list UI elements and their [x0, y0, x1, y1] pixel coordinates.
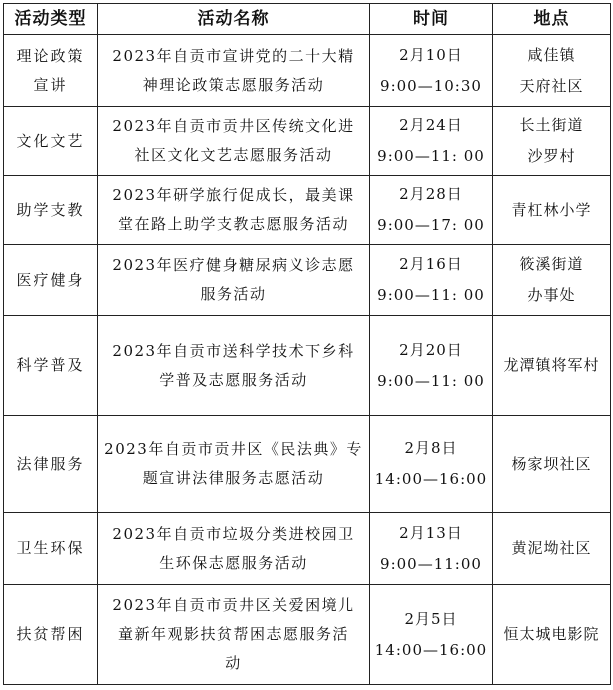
activity-type-text: 科学普及 — [16, 356, 85, 374]
activity-type-text: 医疗健身 — [16, 270, 85, 289]
activity-location — [493, 513, 611, 585]
activity-time — [370, 35, 493, 107]
activity-name — [98, 416, 370, 513]
activity-name — [98, 107, 370, 176]
activity-name-text: 2023年自贡市贡井区《民法典》专 题宣讲法律服务志愿活动 — [104, 440, 363, 487]
activity-hours: 9:00—11:00 — [380, 554, 482, 573]
activity-location-text: 杨家坝社区 — [511, 454, 592, 473]
activity-time — [370, 316, 493, 416]
activity-name — [98, 176, 370, 245]
activity-type — [4, 316, 98, 416]
activity-location — [493, 316, 611, 416]
activity-location-text: 咸佳镇 天府社区 — [519, 45, 584, 95]
activity-time — [370, 416, 493, 513]
activity-date: 2月24日 — [399, 116, 463, 134]
activity-location-text: 青杠林小学 — [511, 200, 592, 219]
table-row — [4, 316, 611, 416]
activity-type — [4, 416, 98, 513]
activity-type-text: 文化文艺 — [16, 131, 85, 150]
activity-location — [493, 107, 611, 176]
activity-date: 2月28日 — [399, 185, 463, 203]
activity-type-text: 法律服务 — [16, 454, 85, 473]
activity-name-text: 2023年自贡市贡井区关爱困境儿 童新年观影扶贫帮困志愿服务活 动 — [112, 596, 355, 672]
activity-type-text: 卫生环保 — [16, 539, 85, 557]
activity-name — [98, 513, 370, 585]
header-activity-name: 活动名称 — [98, 4, 370, 35]
table-row — [4, 35, 611, 107]
activity-time — [370, 513, 493, 585]
activity-hours: 14:00—16:00 — [374, 470, 488, 488]
activity-date: 2月5日 — [404, 609, 458, 628]
activity-date: 2月20日 — [399, 340, 463, 359]
activity-location-text: 长土街道 沙罗村 — [519, 116, 584, 165]
activity-location-text: 恒太城电影院 — [503, 625, 600, 643]
header-row — [4, 4, 611, 35]
activity-time — [370, 176, 493, 245]
activity-name — [98, 585, 370, 685]
activity-type — [4, 245, 98, 316]
activity-type — [4, 107, 98, 176]
activity-location — [493, 585, 611, 685]
activity-type — [4, 585, 98, 685]
activity-location-text: 龙潭镇将军村 — [503, 356, 600, 374]
table-row — [4, 245, 611, 316]
activity-type — [4, 513, 98, 585]
table-row — [4, 585, 611, 685]
table-row — [4, 416, 611, 513]
activity-location-text: 黄泥坳社区 — [511, 539, 592, 557]
activity-table — [3, 3, 611, 685]
activity-name — [98, 35, 370, 107]
activity-date: 2月8日 — [404, 439, 458, 457]
header-activity-type: 活动类型 — [4, 4, 98, 35]
activity-hours: 9:00—10:30 — [380, 76, 482, 95]
activity-name-text: 2023年研学旅行促成长，最美课 堂在路上助学支教志愿服务活动 — [112, 186, 355, 233]
header-location: 地点 — [493, 4, 611, 35]
activity-time — [370, 585, 493, 685]
activity-type — [4, 35, 98, 107]
activity-date: 2月13日 — [399, 523, 463, 542]
activity-time — [370, 107, 493, 176]
activity-hours: 9:00—17: 00 — [377, 216, 485, 234]
activity-location — [493, 176, 611, 245]
table-row — [4, 176, 611, 245]
activity-hours: 9:00—11: 00 — [377, 147, 485, 165]
activity-type-text: 助学支教 — [16, 200, 85, 219]
activity-location — [493, 416, 611, 513]
activity-hours: 9:00—11: 00 — [377, 371, 485, 390]
activity-name — [98, 316, 370, 416]
activity-hours: 9:00—11: 00 — [377, 286, 485, 304]
activity-hours: 14:00—16:00 — [374, 640, 488, 659]
table-row — [4, 107, 611, 176]
activity-name-text: 2023年自贡市宣讲党的二十大精 神理论政策志愿服务活动 — [112, 46, 355, 94]
activity-type-text: 理论政策 宣讲 — [16, 46, 85, 94]
activity-location — [493, 35, 611, 107]
activity-location-text: 筱溪街道 办事处 — [519, 255, 584, 304]
activity-name-text: 2023年医疗健身糖尿病义诊志愿 服务活动 — [112, 256, 355, 303]
activity-name-text: 2023年自贡市送科学技术下乡科 学普及志愿服务活动 — [112, 341, 355, 389]
activity-name-text: 2023年自贡市垃圾分类进校园卫 生环保志愿服务活动 — [112, 524, 355, 572]
activity-time — [370, 245, 493, 316]
activity-date: 2月10日 — [399, 45, 463, 64]
activity-name — [98, 245, 370, 316]
header-time: 时间 — [370, 4, 493, 35]
table-row — [4, 513, 611, 585]
activity-type-text: 扶贫帮困 — [16, 625, 85, 643]
activity-name-text: 2023年自贡市贡井区传统文化进 社区文化文艺志愿服务活动 — [112, 117, 355, 164]
activity-type — [4, 176, 98, 245]
activity-date: 2月16日 — [399, 255, 463, 273]
activity-location — [493, 245, 611, 316]
